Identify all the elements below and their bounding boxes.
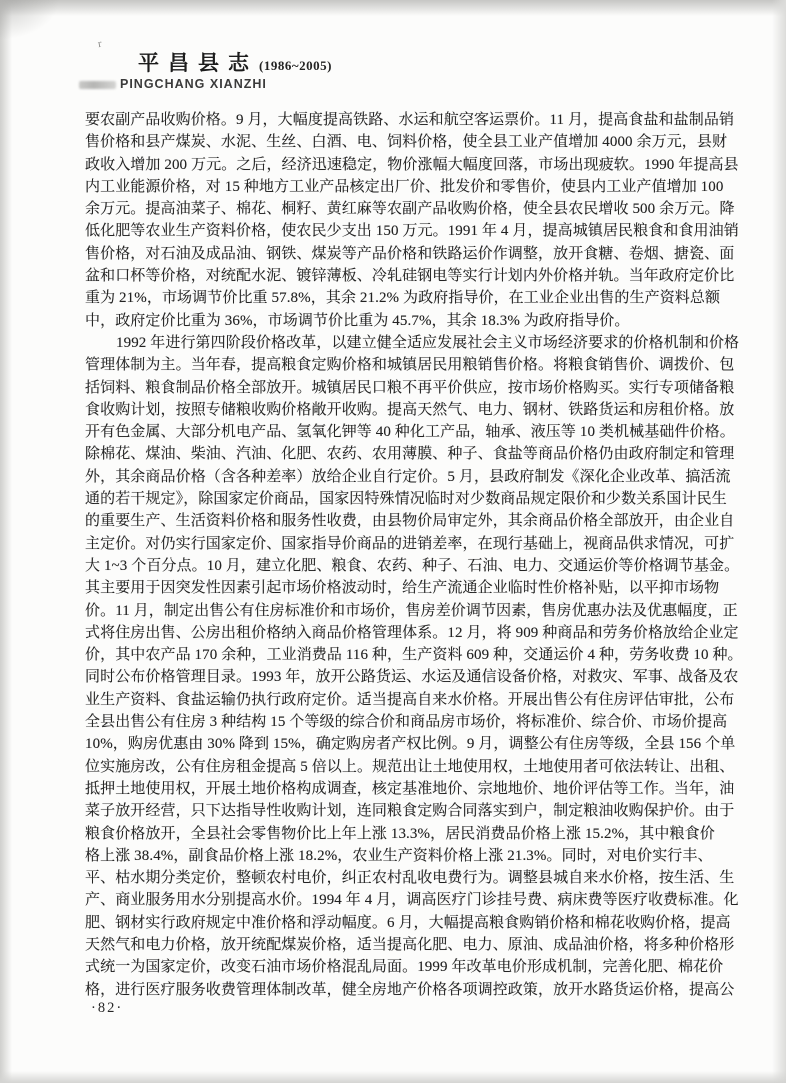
text-line: 食收购计划，按照专储粮收购价格敞开收购。提高天然气、电力、钢材、铁路货运和房租价格。放 bbox=[85, 401, 735, 418]
header-smudge-logo bbox=[79, 81, 116, 89]
text-line: 业生产资料、食盐运输仍执行政府定价。适当提高自来水价格。开展出售公有住房评估审批，公布 bbox=[85, 691, 735, 708]
text-line: 产、商业服务用水分别提高水价。1994 年 4 月，调高医疗门诊挂号费、病床费等医疗收费标准。化 bbox=[85, 892, 739, 909]
text-line: 全县出售公有住房 3 种结构 15 个等级的综合价和商品房市场价，将标准价、综合价、市场价提高 bbox=[85, 714, 728, 731]
text-line: 外，其余商品价格（含各种差率）放给企业自行定价。5 月，县政府制发《深化企业改革、搞活流 bbox=[85, 468, 731, 485]
text-line: 抵押土地使用权，开展土地价格构成调查，核定基准地价、宗地地价、地价评估等工作。当年，油 bbox=[85, 780, 735, 797]
text-line: 售价格和县产煤炭、水泥、生丝、白酒、电、饲料价格，使全县工业产值增加 4000 余万元，县财 bbox=[85, 134, 728, 151]
text-line: 同时公布价格管理目录。1993 年，放开公路货运、水运及通信设备价格，对救灾、军事、战备及农 bbox=[85, 669, 739, 686]
text-line: 的重要生产、生活资料价格和服务性收费，由县物价局审定外，其余商品价格全部放开，由企业自 bbox=[85, 513, 735, 530]
text-line: 菜子放开经营，只下达指导性收购计划，连同粮食定购合同落实到户，制定粮油收购保护价。由于 bbox=[85, 803, 735, 820]
text-line: 天然气和电力价格，放开统配煤炭价格，适当提高化肥、电力、原油、成品油价格，将多种价格形 bbox=[85, 936, 735, 953]
text-line: 要农副产品收购价格。9 月，大幅度提高铁路、水运和航空客运票价。11 月，提高食盐和盐制品销 bbox=[85, 112, 735, 128]
text-line: 式将住房出售、公房出租价格纳入商品价格管理体系。12 月，将 909 种商品和劳务价格放给企业定 bbox=[85, 624, 739, 641]
text-line: 除棉花、煤油、柴油、汽油、化肥、农药、农用薄膜、种子、食盐等商品价格仍由政府制定和管理 bbox=[85, 446, 735, 463]
text-line: 管理体制为主。当年春，提高粮食定购价格和城镇居民用粮销售价格。将粮食销售价、调拨价、包 bbox=[85, 357, 735, 374]
text-line: 主定价。对仍实行国家定价、国家指导价商品的进销差率，在现行基础上，视商品供求情况，可扩 bbox=[85, 535, 735, 552]
scan-edge-top bbox=[0, 0, 786, 16]
text-line: 位实施房改，公有住房租金提高 5 倍以上。规范出让土地使用权，土地使用者可依法转让、出租、 bbox=[85, 758, 735, 775]
text-line: 售价格，对石油及成品油、钢铁、煤炭等产品价格和铁路运价作调整，放开食糖、卷烟、搪瓷、面 bbox=[85, 245, 735, 262]
text-line: 大 1~3 个百分点。10 月，建立化肥、粮食、农药、种子、石油、电力、交通运价等价格调节基金。 bbox=[85, 557, 740, 574]
text-line: 通的若干规定》，除国家定价商品，国家因特殊情况临时对少数商品规定限价和少数关系国计民生 bbox=[85, 491, 727, 508]
book-subtitle-pinyin: PINGCHANG XIANZHI bbox=[120, 77, 267, 91]
text-line: 格，进行医疗服务收费管理体制改革，健全房地产价格各项调控政策，放开水路货运价格，提高公 bbox=[85, 981, 735, 998]
book-title bbox=[138, 47, 332, 77]
text-line: 1992 年进行第四阶段价格改革，以建立健全适应发展社会主义市场经济要求的价格机制和价格 bbox=[116, 334, 740, 351]
text-line: 重为 21%，市场调节价比重 57.8%，其余 21.2% 为政府指导价，在工业企业出售的生产资料总额 bbox=[85, 290, 721, 307]
text-line: 肥、钢材实行政府规定中准价格和浮动幅度。6 月，大幅提高粮食购销价格和棉花收购价格，提高 bbox=[85, 914, 731, 931]
text-line: 盆和口杯等价格，对统配水泥、镀锌薄板、冷轧硅钢电等实行计划内外价格并轨。当年政府定价比 bbox=[85, 268, 735, 285]
text-line: 10%，购房优惠由 30% 降到 15%，确定购房者产权比例。9 月，调整公有住房等级，全县 156 个单 bbox=[85, 736, 736, 753]
text-line: 低化肥等农业生产资料价格，使农民少支出 150 万元。1991 年 4 月，提高城镇居民粮食和食用油销 bbox=[85, 223, 739, 240]
text-body bbox=[85, 109, 743, 1001]
scan-edge-right bbox=[772, 0, 786, 1083]
scan-artifact-mark: r bbox=[96, 37, 103, 51]
text-line: 其主要用于因突发性因素引起市场价格波动时，给生产流通企业临时性价格补贴，以平抑市场物 bbox=[85, 580, 720, 597]
text-line: 中，政府定价比重为 36%，市场调节价比重为 45.7%，其余 18.3% 为政府指导价。 bbox=[85, 312, 630, 329]
text-line: 平、枯水期分类定价，整顿农村电价，纠正农村乱收电费行为。调整县城自来水价格，按生活、生 bbox=[85, 870, 735, 887]
text-line: 括饲料、粮食制品价格全部放开。城镇居民口粮不再平价供应，按市场价格购买。实行专项储备粮 bbox=[85, 379, 735, 396]
text-line: 开有色金属、大部分机电产品、氢氧化钾等 40 种化工产品，轴承、液压等 10 类机械基础件价格。 bbox=[85, 424, 735, 441]
text-line: 格上涨 38.4%，副食品价格上涨 18.2%，农业生产资料价格上涨 21.3%。同时，对电价实行丰、 bbox=[85, 847, 713, 864]
book-title-years: (1986~2005) bbox=[259, 58, 332, 73]
text-line: 式统一为国家定价，改变石油市场价格混乱局面。1999 年改革电价形成机制，完善化肥、棉花价 bbox=[85, 959, 724, 976]
text-line: 价。11 月，制定出售公有住房标准价和市场价，售房差价调节因素，售房优惠办法及优惠幅度，正 bbox=[85, 602, 738, 619]
text-line: 粮食价格放开，全县社会零售物价比上年上涨 13.3%，居民消费品价格上涨 15.2%，其中粮食价 bbox=[85, 825, 715, 842]
book-title-text: 平昌县志 bbox=[138, 51, 258, 75]
text-line: 余万元。提高油菜子、棉花、桐籽、黄红麻等农副产品收购价格，使全县农民增收 500 余万元。降 bbox=[85, 201, 735, 218]
text-line: 内工业能源价格，对 15 种地方工业产品核定出厂价、批发价和零售价，使县内工业产值增加 100 bbox=[85, 178, 724, 195]
text-line: 价，其中农产品 170 余种，工业消费品 116 种，生产资料 609 种，交通运价 4 种，劳务收费 10 种。 bbox=[85, 647, 743, 664]
page-number: ·82· bbox=[91, 1000, 124, 1016]
text-line: 政收入增加 200 万元。之后，经济迅速稳定，物价涨幅大幅度回落，市场出现疲软。1990 年提高县 bbox=[85, 156, 739, 173]
scan-edge-left bbox=[0, 0, 12, 1083]
scan-edge-bottom bbox=[0, 1071, 786, 1083]
scan-corner-shadow bbox=[0, 0, 60, 40]
